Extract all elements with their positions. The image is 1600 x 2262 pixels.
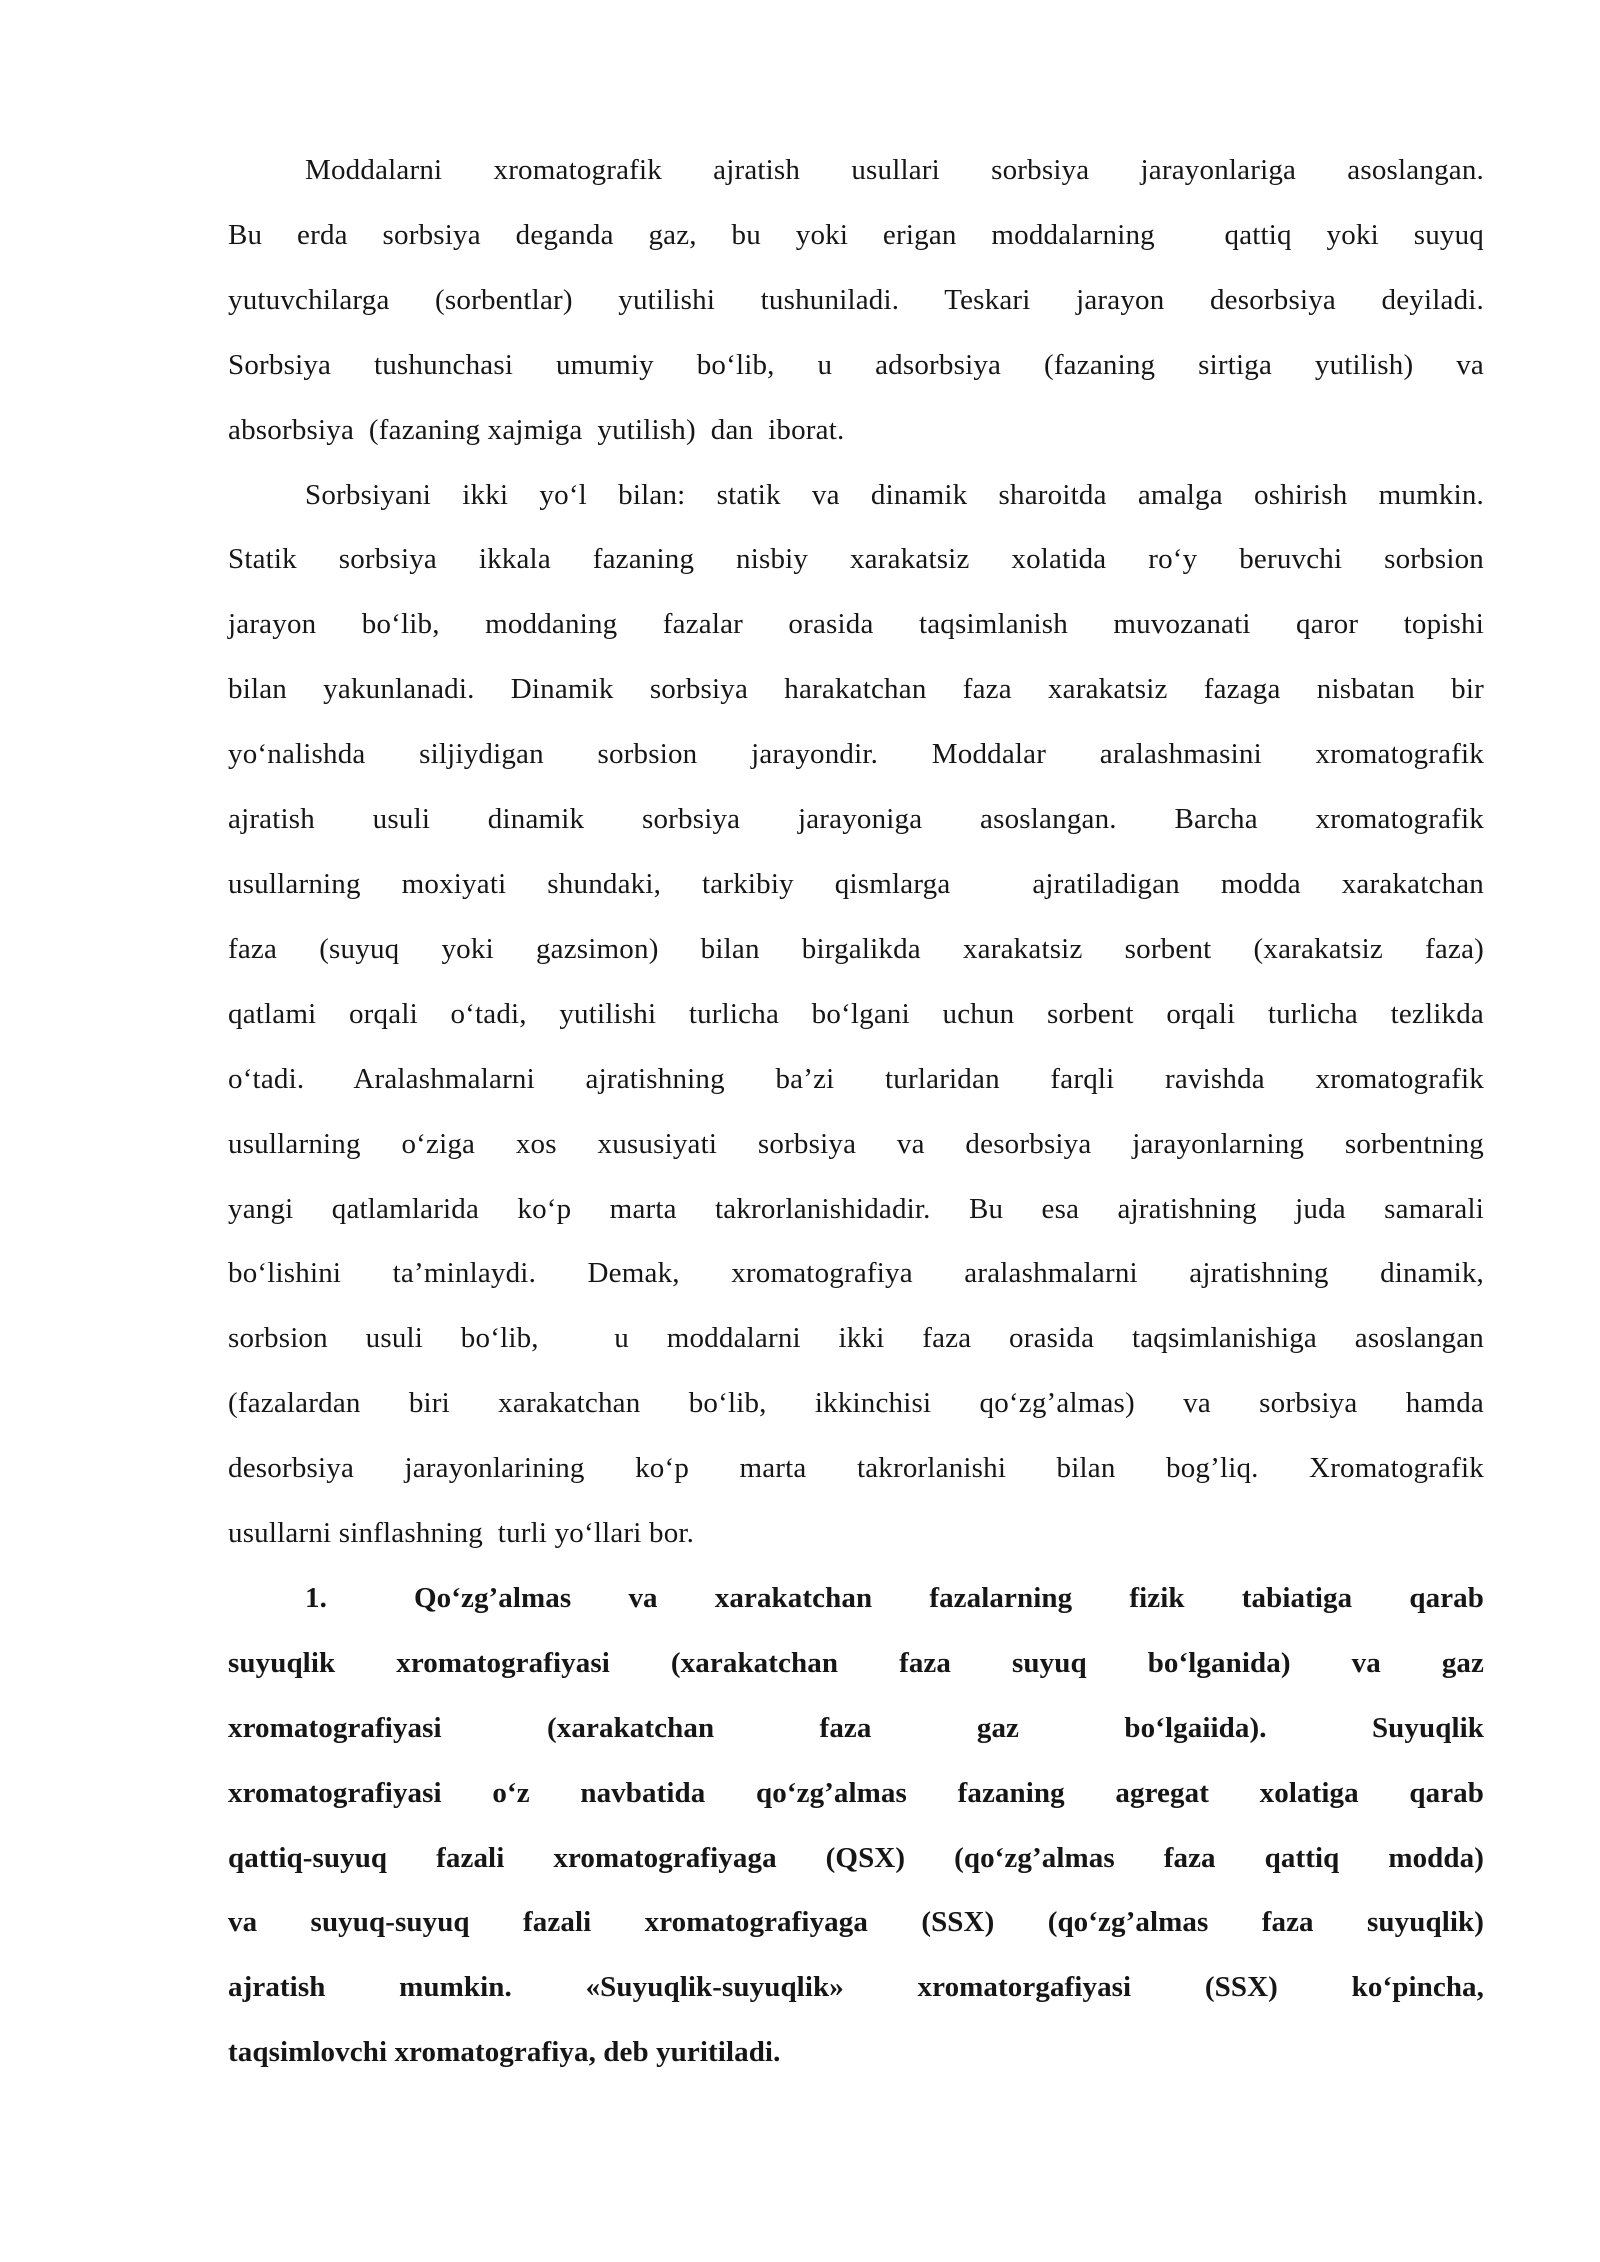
text-line: ajratish mumkin. «Suyuqlik-suyuqlik» xromatorgafiyasi (SSX) ko‘pincha,: [228, 1971, 1484, 2004]
text-line: taqsimlovchi xromatografiya, deb yuritiladi.: [228, 2036, 781, 2069]
text-line: Sorbsiyani ikki yo‘l bilan: statik va dinamik sharoitda amalga oshirish mumkin.: [305, 478, 1484, 511]
text-line: o‘tadi. Aralashmalarni ajratishning ba’zi turlaridan farqli ravishda xromatografik: [228, 1062, 1484, 1095]
text-line: qattiq-suyuq fazali xromatografiyaga (QSX) (qo‘zg’almas faza qattiq modda): [228, 1841, 1484, 1874]
text-line: suyuqlik xromatografiyasi (xarakatchan faza suyuq bo‘lganida) va gaz: [228, 1646, 1484, 1679]
text-line: faza (suyuq yoki gazsimon) bilan birgalikda xarakatsiz sorbent (xarakatsiz faza): [228, 932, 1484, 965]
text-line: Statik sorbsiya ikkala fazaning nisbiy xarakatsiz xolatida ro‘y beruvchi sorbsion: [228, 543, 1484, 576]
text-line: (fazalardan biri xarakatchan bo‘lib, ikkinchisi qo‘zg’almas) va sorbsiya hamda: [228, 1387, 1484, 1420]
text-line: yutuvchilarga (sorbentlar) yutilishi tushuniladi. Teskari jarayon desorbsiya deyiladi.: [228, 283, 1484, 316]
text-line: xromatografiyasi o‘z navbatida qo‘zg’almas fazaning agregat xolatiga qarab: [228, 1776, 1484, 1809]
text-line: qatlami orqali o‘tadi, yutilishi turlicha bo‘lgani uchun sorbent orqali turlicha tezlikda: [228, 997, 1484, 1030]
text-line: yangi qatlamlarida ko‘p marta takrorlanishidadir. Bu esa ajratishning juda samarali: [228, 1192, 1484, 1225]
text-line: jarayon bo‘lib, moddaning fazalar orasida taqsimlanish muvozanati qaror topishi: [228, 608, 1484, 641]
text-line: bo‘lishini ta’minlaydi. Demak, xromatografiya aralashmalarni ajratishning dinamik,: [228, 1257, 1484, 1290]
text-line: desorbsiya jarayonlarining ko‘p marta takrorlanishi bilan bog’liq. Xromatografik: [228, 1452, 1484, 1485]
text-line: 1. Qo‘zg’almas va xarakatchan fazalarning fizik tabiatiga qarab: [305, 1581, 1484, 1614]
text-line: usullarning moxiyati shundaki, tarkibiy qismlarga ajratiladigan modda xarakatchan: [228, 867, 1484, 900]
text-line: absorbsiya (fazaning xajmiga yutilish) dan iborat.: [228, 413, 845, 446]
text-body: [228, 138, 1484, 2085]
text-line: va suyuq-suyuq fazali xromatografiyaga (SSX) (qo‘zg’almas faza suyuqlik): [228, 1906, 1484, 1939]
text-line: sorbsion usuli bo‘lib, u moddalarni ikki faza orasida taqsimlanishiga asoslangan: [228, 1322, 1484, 1355]
text-line: Sorbsiya tushunchasi umumiy bo‘lib, u adsorbsiya (fazaning sirtiga yutilish) va: [228, 348, 1484, 381]
text-line: Bu erda sorbsiya deganda gaz, bu yoki erigan moddalarning qattiq yoki suyuq: [228, 218, 1484, 251]
text-line: ajratish usuli dinamik sorbsiya jarayoniga asoslangan. Barcha xromatografik: [228, 803, 1484, 836]
text-line: bilan yakunlanadi. Dinamik sorbsiya harakatchan faza xarakatsiz fazaga nisbatan bir: [228, 673, 1484, 706]
text-line: xromatografiyasi (xarakatchan faza gaz bo‘lgaiida). Suyuqlik: [228, 1711, 1484, 1744]
list-item-number: 1.: [305, 1581, 327, 1614]
text-line: Moddalarni xromatografik ajratish usullari sorbsiya jarayonlariga asoslangan.: [305, 154, 1484, 186]
text-line: usullarni sinflashning turli yo‘llari bor.: [228, 1517, 695, 1550]
text-line: usullarning o‘ziga xos xususiyati sorbsiya va desorbsiya jarayonlarning sorbentning: [228, 1127, 1484, 1160]
text-line: yo‘nalishda siljiydigan sorbsion jarayondir. Moddalar aralashmasini xromatografik: [228, 738, 1484, 771]
